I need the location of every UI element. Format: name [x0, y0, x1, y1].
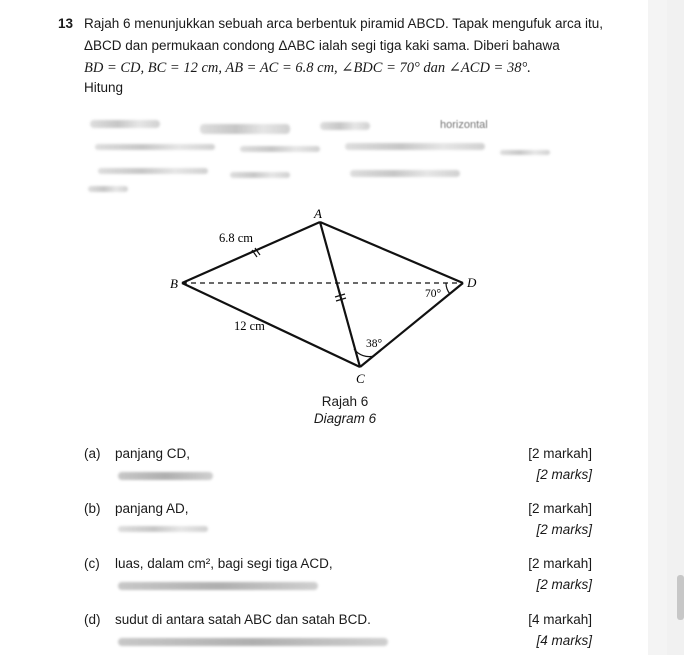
edge-ac	[320, 222, 360, 367]
part-c-marks-en: [2 marks]	[536, 577, 592, 592]
edge-ad	[320, 222, 463, 283]
part-a-smudge	[118, 472, 213, 480]
part-b-marks-ms: [2 markah]	[528, 501, 592, 516]
label-a: A	[314, 206, 322, 221]
label-b: B	[170, 276, 178, 291]
label-c: C	[356, 371, 365, 386]
question-number: 13	[58, 16, 74, 31]
part-c-label: (c)	[84, 556, 100, 571]
part-a-text: panjang CD,	[115, 446, 191, 461]
part-b-smudge	[118, 526, 208, 532]
part-a-marks-ms: [2 markah]	[528, 446, 592, 461]
question-line-2: ΔBCD dan permukaan condong ΔABC ialah segi tiga kaki sama. Diberi bahawa	[84, 38, 560, 53]
part-b-marks-en: [2 marks]	[536, 522, 592, 537]
caption-english: Diagram 6	[313, 411, 377, 426]
question-instruction: Hitung	[84, 80, 124, 95]
angle-c-label: 38°	[366, 338, 383, 350]
edge-bc	[182, 283, 360, 367]
scrollbar-thumb[interactable]	[677, 575, 684, 620]
angle-d-label: 70°	[425, 288, 442, 300]
part-b-label: (b)	[84, 501, 101, 516]
scrollbar-track[interactable]	[667, 0, 684, 655]
angle-arc-d	[446, 283, 450, 294]
caption-malay: Rajah 6	[321, 394, 369, 409]
part-b-text: panjang AD,	[115, 501, 189, 516]
part-d-smudge	[118, 638, 388, 646]
part-d-marks-ms: [4 markah]	[528, 612, 592, 627]
part-d-marks-en: [4 marks]	[536, 633, 592, 648]
smudged-word: horizontal	[440, 119, 488, 131]
part-d-text: sudut di antara satah ABC dan satah BCD.	[115, 612, 371, 627]
part-c-text: luas, dalam cm², bagi segi tiga ACD,	[115, 556, 333, 571]
label-d: D	[467, 275, 477, 290]
part-d-label: (d)	[84, 612, 101, 627]
length-bc-label: 12 cm	[234, 319, 265, 333]
question-line-1: Rajah 6 menunjukkan sebuah arca berbentuk piramid ABCD. Tapak mengufuk arca itu,	[84, 16, 604, 31]
length-ab-label: 6.8 cm	[219, 231, 254, 245]
question-given-values: BD = CD, BC = 12 cm, AB = AC = 6.8 cm, ∠BDC = 70° dan ∠ACD = 38°.	[84, 60, 531, 76]
part-c-smudge	[118, 582, 318, 590]
edge-cd	[360, 283, 463, 367]
part-c-marks-ms: [2 markah]	[528, 556, 592, 571]
part-a-marks-en: [2 marks]	[536, 467, 592, 482]
part-a-label: (a)	[84, 446, 101, 461]
